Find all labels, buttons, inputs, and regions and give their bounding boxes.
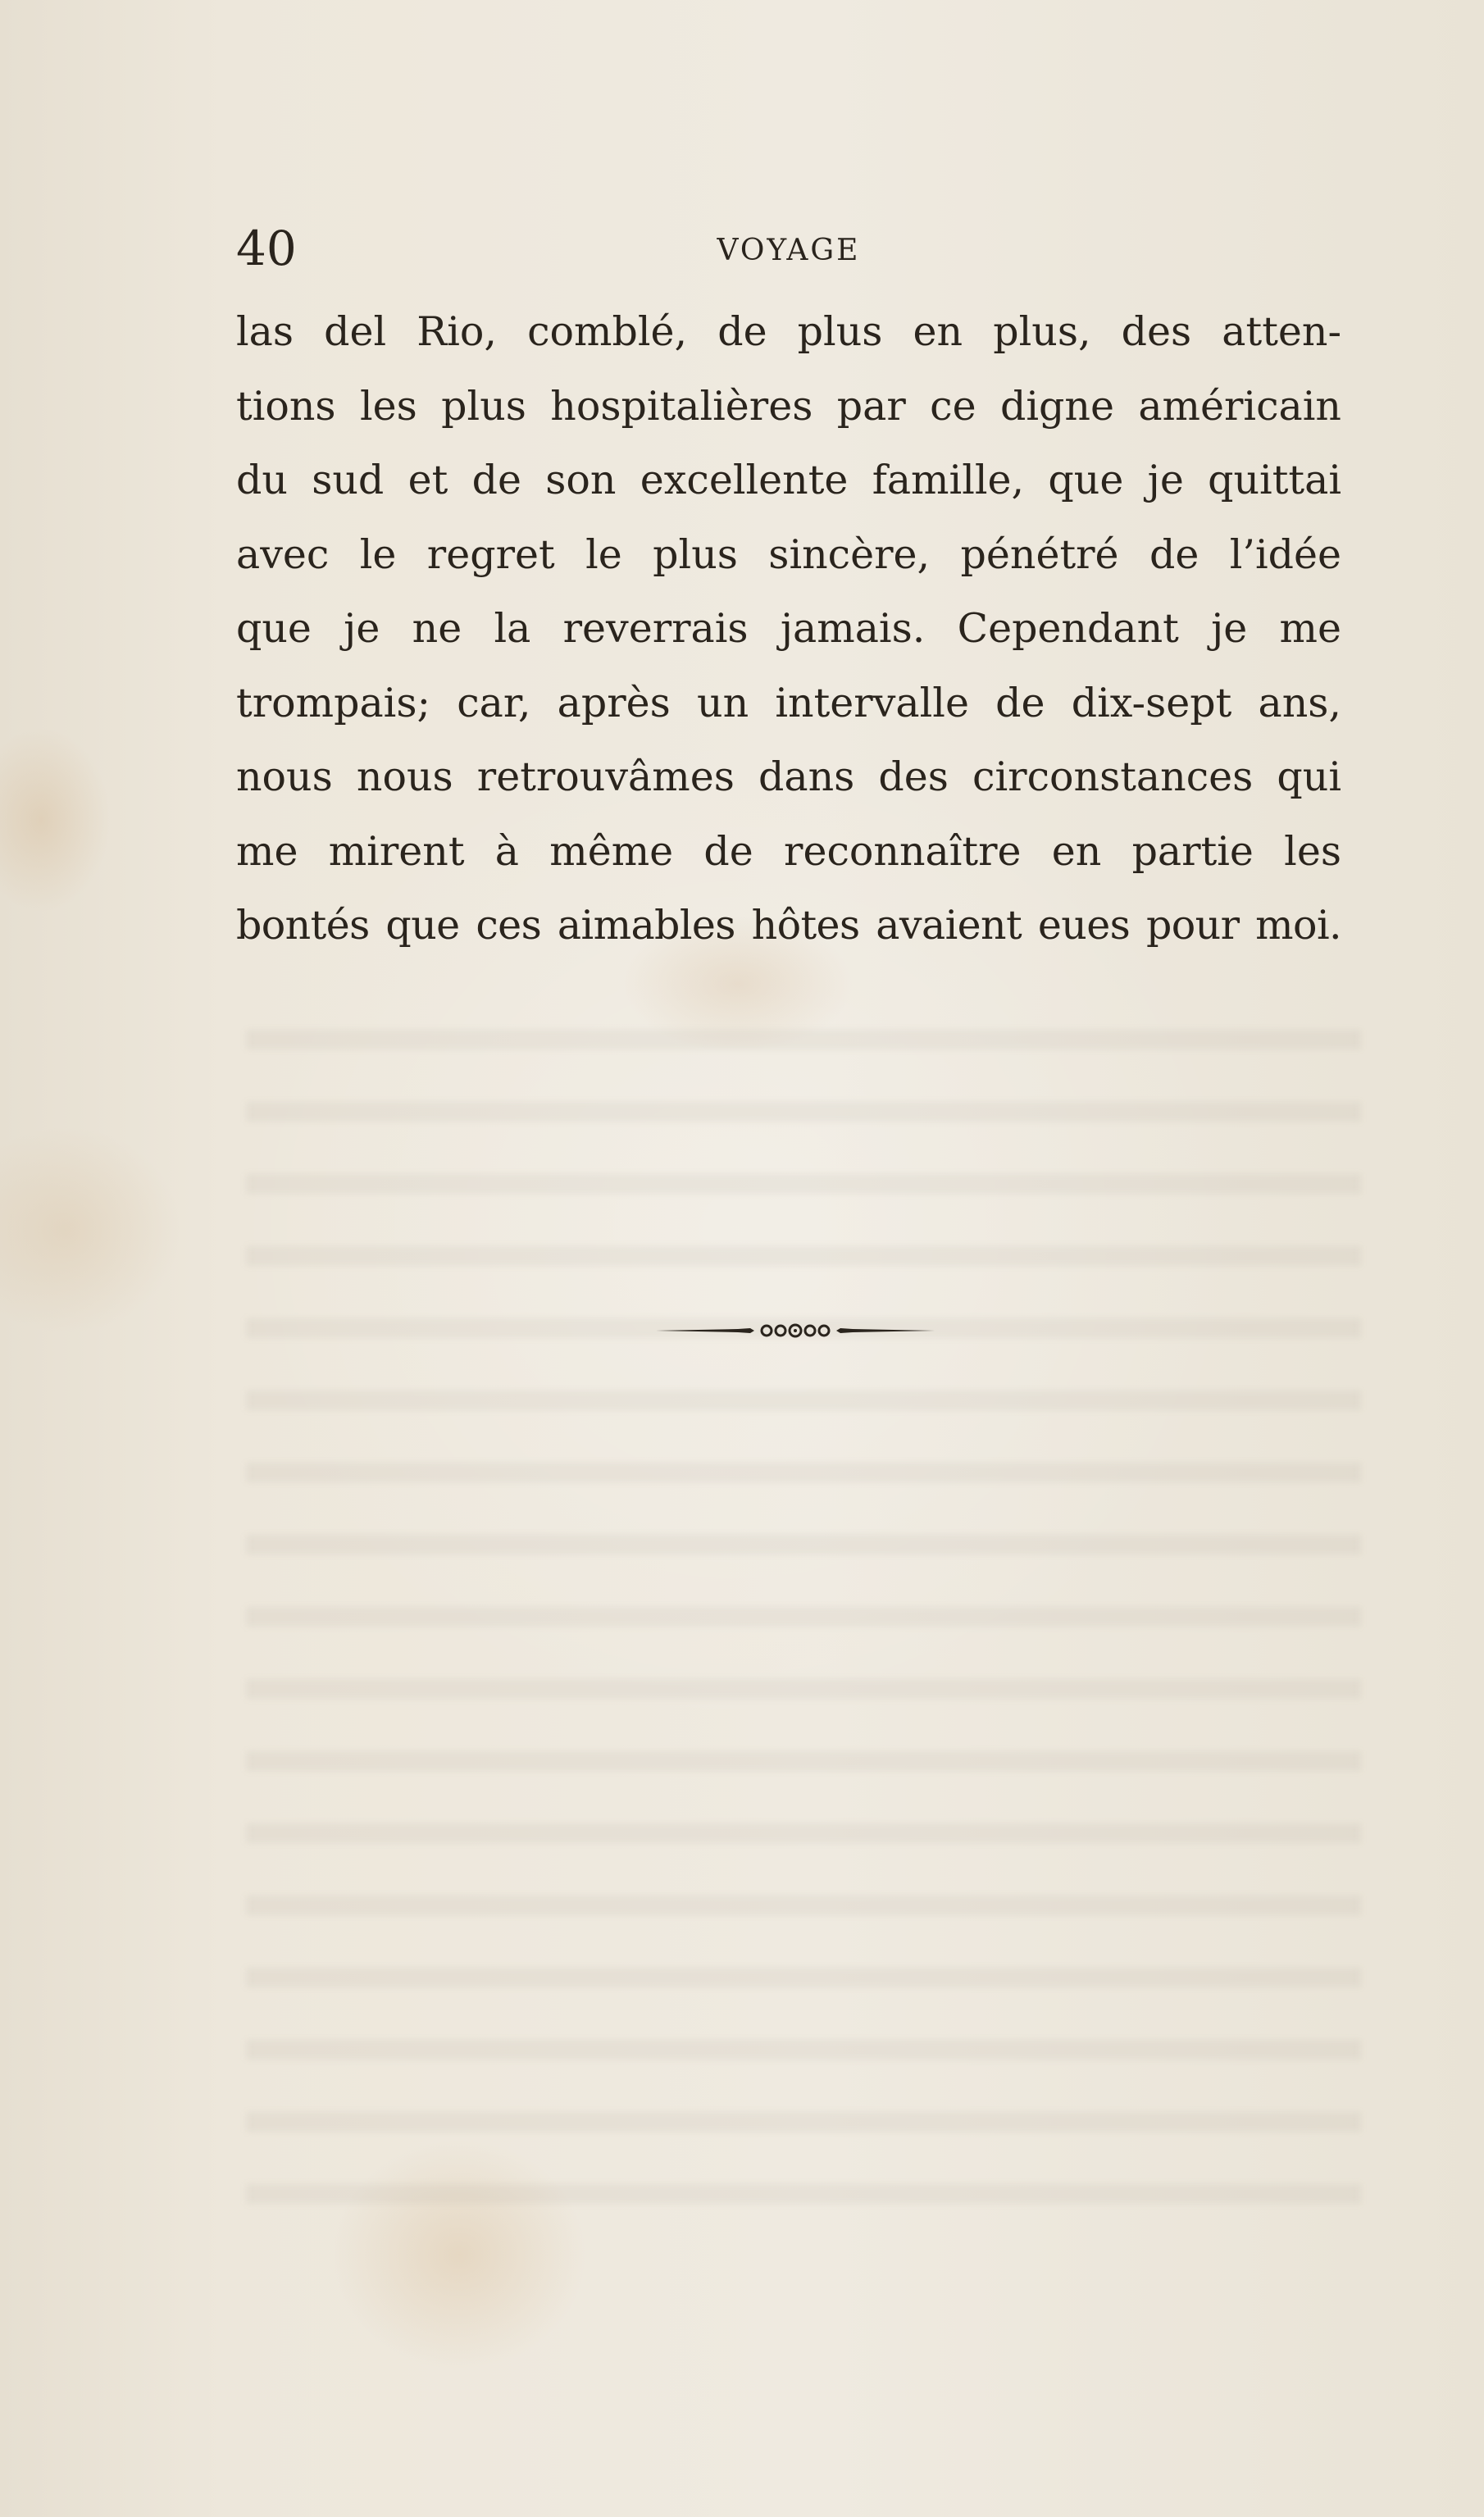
text-line: bontés que ces aimables hôtes avaient eues pour moi.	[236, 902, 1341, 949]
page-number: 40	[236, 221, 297, 276]
text-line: avec le regret le plus sincère, pénétré de l’idée	[236, 530, 1341, 578]
text-line: trompais; car, après un intervalle de dix-sept ans,	[236, 679, 1341, 726]
text-line: nous nous retrouvâmes dans des circonstances qui	[236, 753, 1341, 800]
decorative-rule-icon	[656, 1318, 935, 1343]
running-title: VOYAGE	[717, 234, 861, 267]
text-line: las del Rio, comblé, de plus en plus, des atten-	[236, 308, 1341, 355]
text-line: du sud et de son excellente famille, que je quittai	[236, 457, 1341, 503]
text-line: tions les plus hospitalières par ce digne américain	[236, 382, 1341, 430]
body-paragraph	[236, 295, 1341, 963]
text-line: que je ne la reverrais jamais. Cependant je me	[236, 605, 1341, 652]
page-header	[236, 220, 1341, 277]
bleed-through-texture	[246, 992, 1361, 2205]
text-line: me mirent à même de reconnaître en partie les	[236, 827, 1341, 875]
